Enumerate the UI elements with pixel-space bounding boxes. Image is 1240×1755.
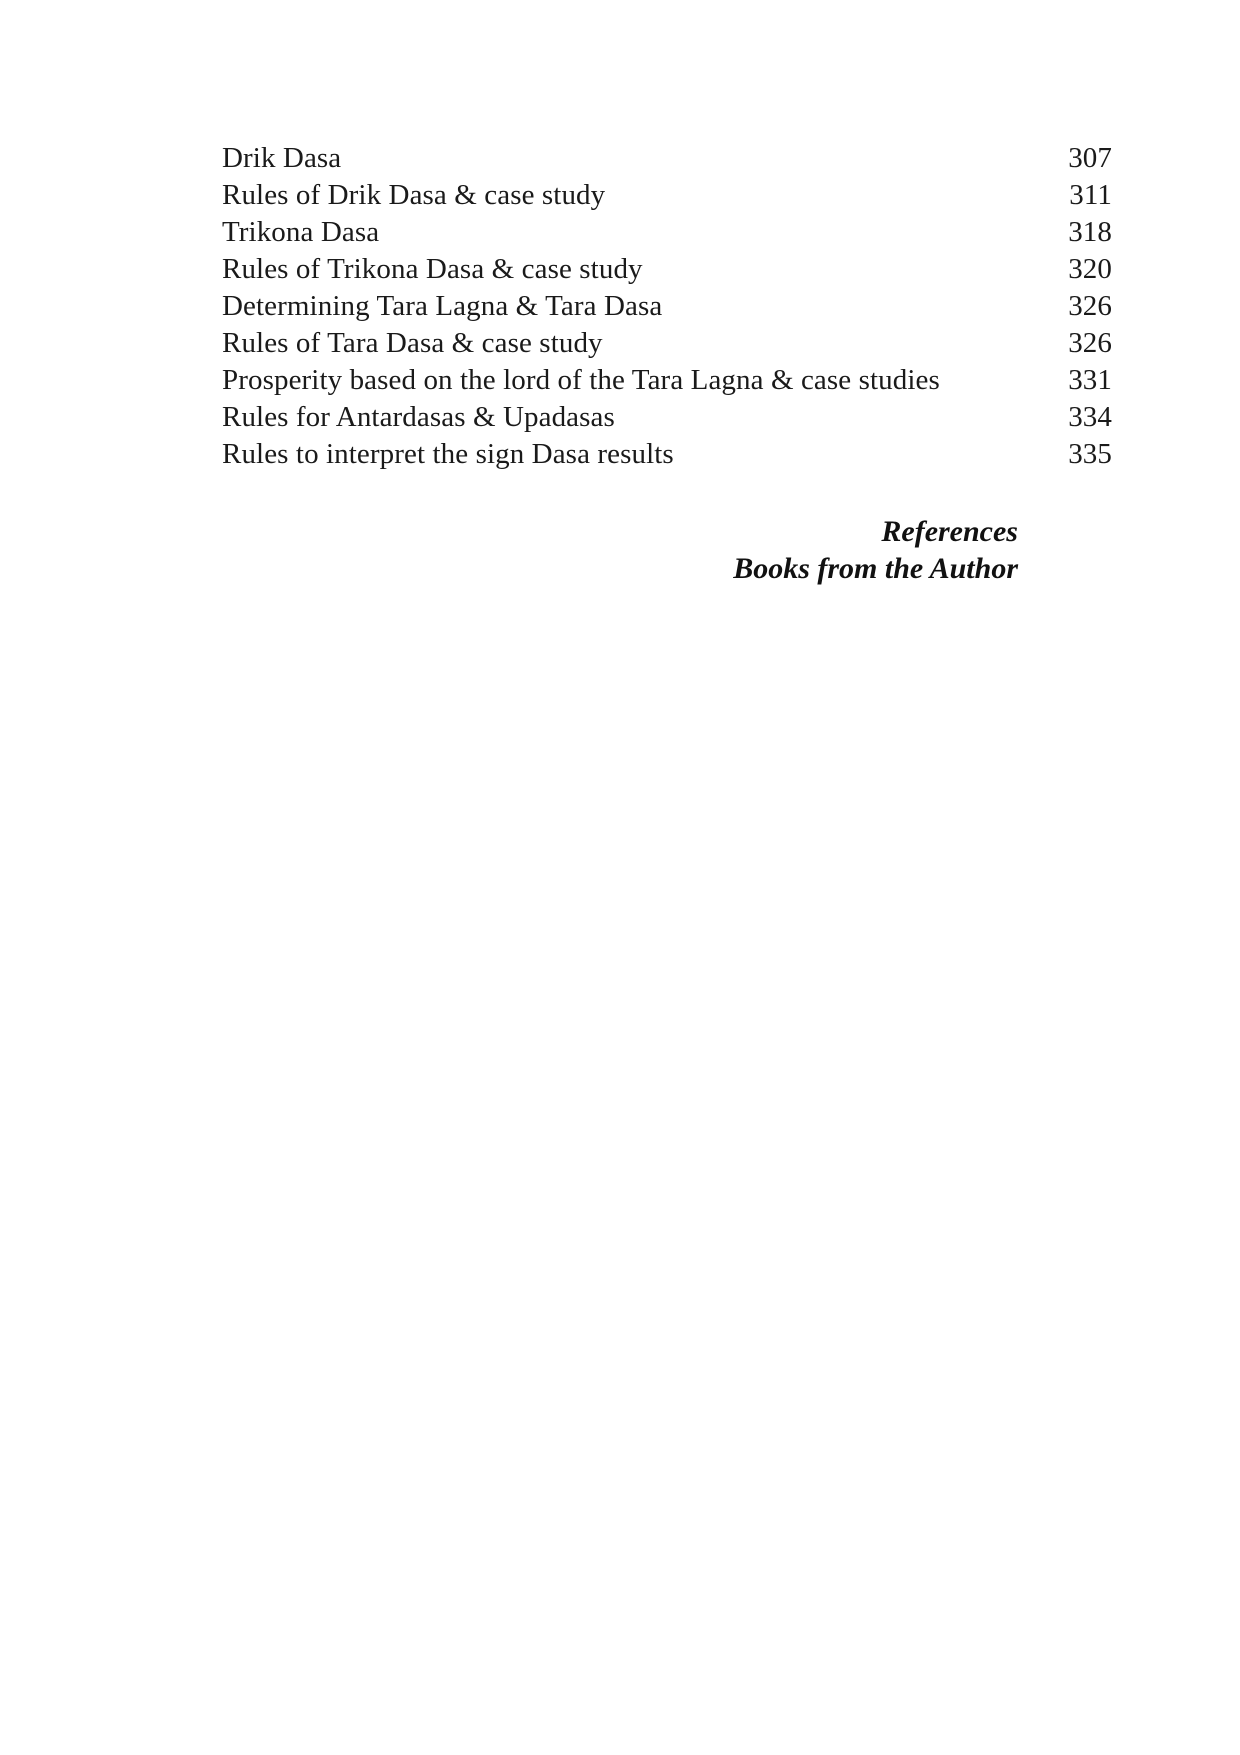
toc-entry: [222, 288, 1112, 325]
toc-entry-title: Rules of Tara Dasa & case study: [222, 327, 603, 359]
back-matter-list: [733, 513, 1018, 587]
toc-entry-title: Rules of Drik Dasa & case study: [222, 179, 606, 211]
books-from-author-heading: Books from the Author: [733, 552, 1018, 585]
toc-entry-title: Trikona Dasa: [222, 216, 380, 248]
references-heading: References: [881, 515, 1018, 548]
toc-entry-page: 320: [1068, 253, 1112, 285]
toc-entry-page: 326: [1068, 290, 1112, 322]
toc-entry-title: Rules for Antardasas & Upadasas: [222, 401, 615, 433]
toc-entry: [222, 214, 1112, 251]
toc-entry: [222, 325, 1112, 362]
toc-entry: [222, 436, 1112, 473]
toc-entry-title: Determining Tara Lagna & Tara Dasa: [222, 290, 663, 322]
toc-entry: [222, 399, 1112, 436]
toc-entry-page: 326: [1068, 327, 1112, 359]
toc-entry-title: Drik Dasa: [222, 142, 342, 174]
table-of-contents: [222, 140, 1112, 473]
toc-entry-page: 334: [1068, 401, 1112, 433]
toc-entry-title: Prosperity based on the lord of the Tara Lagna & case studies: [222, 364, 940, 396]
toc-entry-page: 335: [1068, 438, 1112, 470]
toc-entry: [222, 251, 1112, 288]
toc-entry-title: Rules of Trikona Dasa & case study: [222, 253, 643, 285]
toc-entry-page: 307: [1068, 142, 1112, 174]
toc-entry: [222, 177, 1112, 214]
toc-entry: [222, 362, 1112, 399]
toc-entry-title: Rules to interpret the sign Dasa results: [222, 438, 674, 470]
toc-entry-page: 311: [1069, 179, 1112, 211]
toc-entry-page: 318: [1068, 216, 1112, 248]
toc-entry-page: 331: [1068, 364, 1112, 396]
toc-entry: [222, 140, 1112, 177]
